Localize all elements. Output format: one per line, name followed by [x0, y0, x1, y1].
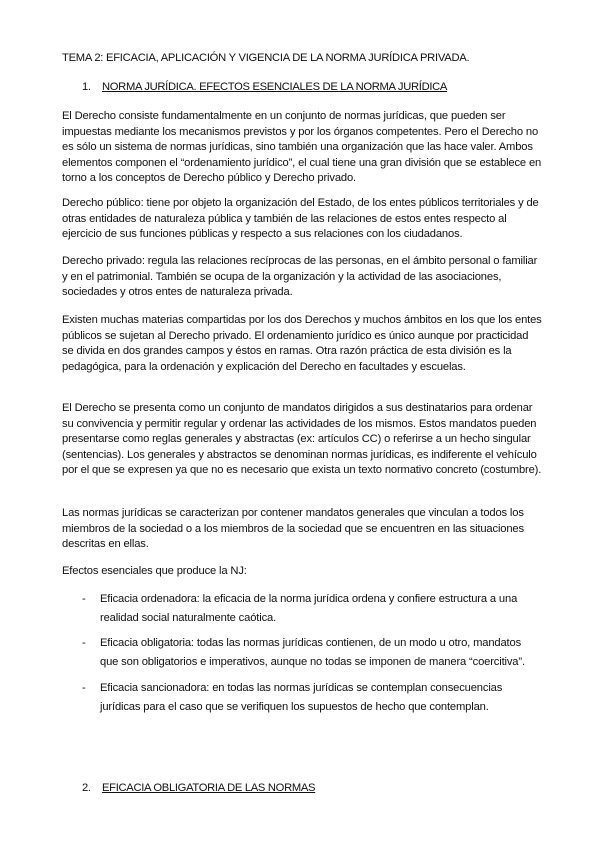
- paragraph-mandatos: El Derecho se presenta como un conjunto de mandatos dirigidos a sus destinatarios para ordenar su convivencia y permitir regular y ordenar las actividades de los mismos. Estos mandatos pueden presentarse como reglas generales y abstractas (ex: artículos CC) o referirse a un hecho singular (sentencias). Los generales y abstractos se denominan normas jurídicas, es indiferente el vehículo por el que se expresen ya que no es necesario que exista un texto normativo concreto (costumbre).: [62, 402, 542, 477]
- list-item-eficacia-sancionadora: [82, 679, 542, 716]
- section-heading-2: [82, 782, 315, 794]
- section-title-1: NORMA JURÍDICA. EFECTOS ESENCIALES DE LA NORMA JURÍDICA: [102, 81, 448, 93]
- paragraph-derecho-publico: Derecho público: tiene por objeto la organización del Estado, de los entes públicos territoriales y de otras entidades de naturaleza pública y también de las relaciones de estos entes respecto al ejercicio de sus funciones públicas y respecto a sus relaciones con los ciudadanos.: [62, 197, 539, 241]
- list-item-text: Eficacia sancionadora: en todas las normas jurídicas se contemplan consecuencias jurídicas para el caso que se verifiquen los supuestos de hecho que contemplan.: [100, 682, 503, 713]
- bullet-dash: -: [82, 637, 86, 649]
- document-title: TEMA 2: EFICACIA, APLICACIÓN Y VIGENCIA DE LA NORMA JURÍDICA PRIVADA.: [62, 52, 470, 64]
- bullet-dash: -: [82, 593, 86, 605]
- paragraph-ordenamiento: El Derecho consiste fundamentalmente en un conjunto de normas jurídicas, que pueden ser impuestas mediante los mecanismos previstos y por los órganos competentes. Pero el Derecho no es sólo un sistema de normas jurídicas, sino también una organización que las hace valer. Ambos elementos componen el “ordenamiento jurídico”, el cual tiene una gran división que se establece en torno a los conceptos de Derecho público y Derecho privado.: [62, 110, 542, 185]
- list-item-text: Eficacia obligatoria: todas las normas jurídicas contienen, de un modo u otro, mandatos que son obligatorios e imperativos, aunque no todas se imponen de manera “coercitiva”.: [100, 637, 525, 668]
- bullet-dash: -: [82, 682, 86, 694]
- section-number-2: 2.: [82, 782, 91, 794]
- section-heading-1: [82, 81, 447, 93]
- paragraph-derecho-privado: Derecho privado: regula las relaciones recíprocas de las personas, en el ámbito personal o familiar y en el patrimonial. También se ocupa de la organización y la actividad de las asociaciones, sociedades y otros entes de naturaleza privada.: [62, 255, 538, 299]
- paragraph-efectos-intro: Efectos esenciales que produce la NJ:: [62, 565, 247, 577]
- list-item-text: Eficacia ordenadora: la eficacia de la norma jurídica ordena y confiere estructura a una realidad social naturalmente caótica.: [100, 593, 518, 624]
- section-title-2: EFICACIA OBLIGATORIA DE LAS NORMAS: [102, 782, 316, 794]
- paragraph-materias-compartidas: Existen muchas materias compartidas por los dos Derechos y muchos ámbitos en los que los entes públicos se sujetan al Derecho privado. El ordenamiento jurídico es único aunque por practicidad se divida en dos grandes campos y éstos en ramas. Otra razón práctica de esta división es la pedagógica, para la ordenación y explicación del Derecho en facultades y escuelas.: [62, 314, 542, 373]
- section-number-1: 1.: [82, 81, 91, 93]
- list-item-eficacia-obligatoria: [82, 634, 542, 671]
- paragraph-normas-juridicas: Las normas jurídicas se caracterizan por contener mandatos generales que vinculan a todos los miembros de la sociedad o a los miembros de la sociedad que se encuentren en las situaciones descritas en ellas.: [62, 507, 524, 551]
- list-item-eficacia-ordenadora: [82, 590, 542, 627]
